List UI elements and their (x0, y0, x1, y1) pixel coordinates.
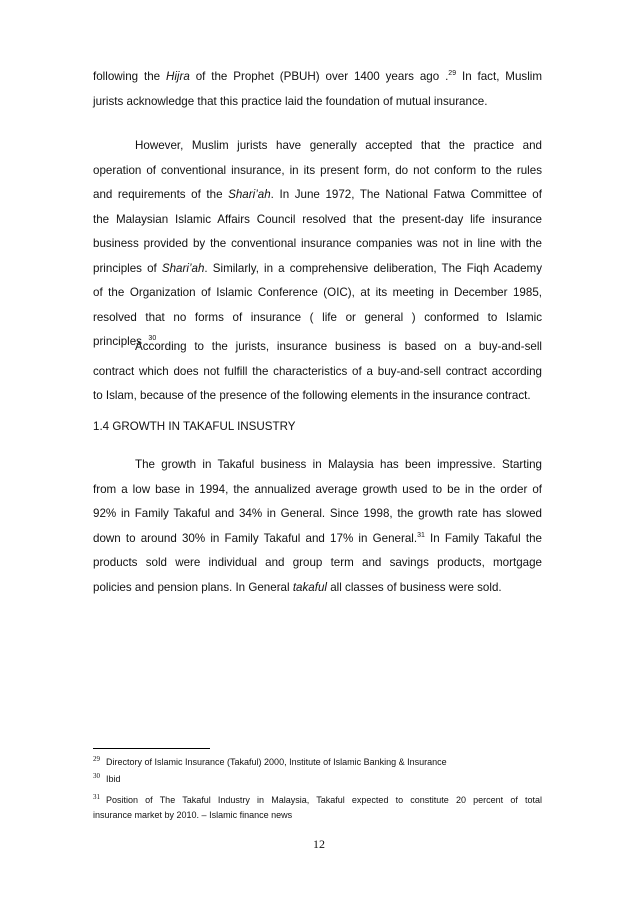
footnote-29 (93, 755, 542, 767)
footnote-text: Position of The Takaful Industry in Malaysia, Takaful expected to constitute 20 percent of total (106, 795, 542, 805)
text-line: principles .$^{30}$ (93, 335, 157, 348)
paragraph-4 (93, 453, 542, 600)
footnote-number: 29 (93, 755, 100, 763)
text-line: policies and pension plans. In General takaful all classes of business were sold. (93, 580, 502, 594)
text-line: of the Organization of Islamic Conference (OIC), at its meeting in December 1985, (93, 286, 542, 299)
text-line: The growth in Takaful business in Malaysia has been impressive. Starting (135, 458, 542, 471)
text-line: following the Hijra of the Prophet (PBUH) over 1400 years ago .$^{29}$ In fact, Muslim (93, 70, 543, 83)
text-line: However, Muslim jurists have generally accepted that the practice and (135, 139, 542, 152)
text-line: down to around 30% in Family Takaful and 17% in General.$^{31}$ In Family Takaful the (93, 531, 542, 545)
footnote-30 (93, 772, 542, 784)
paragraph-3 (93, 335, 542, 409)
text-line: operation of conventional insurance, in its present form, do not conform to the rules (93, 163, 542, 177)
footnote-separator (93, 748, 210, 749)
text-line: business provided by the conventional insurance companies was not in line with the (93, 237, 542, 250)
text-line: resolved that no forms of insurance ( life or general ) conformed to Islamic (93, 310, 542, 324)
text-line: principles of Shari’ah. Similarly, in a comprehensive deliberation, The Fiqh Academy (93, 261, 542, 275)
section-heading: 1.4 GROWTH IN TAKAFUL INSUSTRY (93, 420, 296, 433)
text-line: the Malaysian Islamic Affairs Council resolved that the present-day life insurance (93, 212, 542, 226)
footnote-31 (93, 788, 542, 824)
paragraph-1 (93, 65, 542, 114)
paragraph-2 (93, 134, 542, 355)
text-line: from a low base in 1994, the annualized average growth used to be in the order of (93, 482, 542, 496)
text-line: contract which does not fulfill the characteristics of a buy-and-sell contract according (93, 364, 542, 378)
text-line: products sold were individual and group term and savings products, mortgage (93, 556, 542, 569)
footnote-text: Ibid (106, 774, 121, 784)
footnote-text: Directory of Islamic Insurance (Takaful) 2000, Institute of Islamic Banking & Insurance (106, 757, 447, 767)
footnote-number: 30 (93, 772, 100, 780)
text-line: to Islam, because of the presence of the following elements in the insurance contract. (93, 389, 531, 402)
footnote-ref-31[interactable]: 31 (417, 531, 425, 539)
text-line: 92% in Family Takaful and 34% in General. Since 1998, the growth rate has slowed (93, 507, 542, 520)
footnote-text: insurance market by 2010. – Islamic finance news (93, 810, 293, 820)
footnote-ref-30[interactable]: 30 (148, 335, 157, 342)
text-line: According to the jurists, insurance business is based on a buy-and-sell (135, 340, 542, 353)
text-line: jurists acknowledge that this practice laid the foundation of mutual insurance. (93, 94, 488, 108)
page-number: 12 (313, 837, 325, 851)
footnote-ref-29[interactable]: 29 (448, 70, 457, 77)
footnote-number: 31 (93, 793, 100, 801)
text-line: and requirements of the Shari’ah. In June 1972, The National Fatwa Committee of (93, 188, 542, 201)
